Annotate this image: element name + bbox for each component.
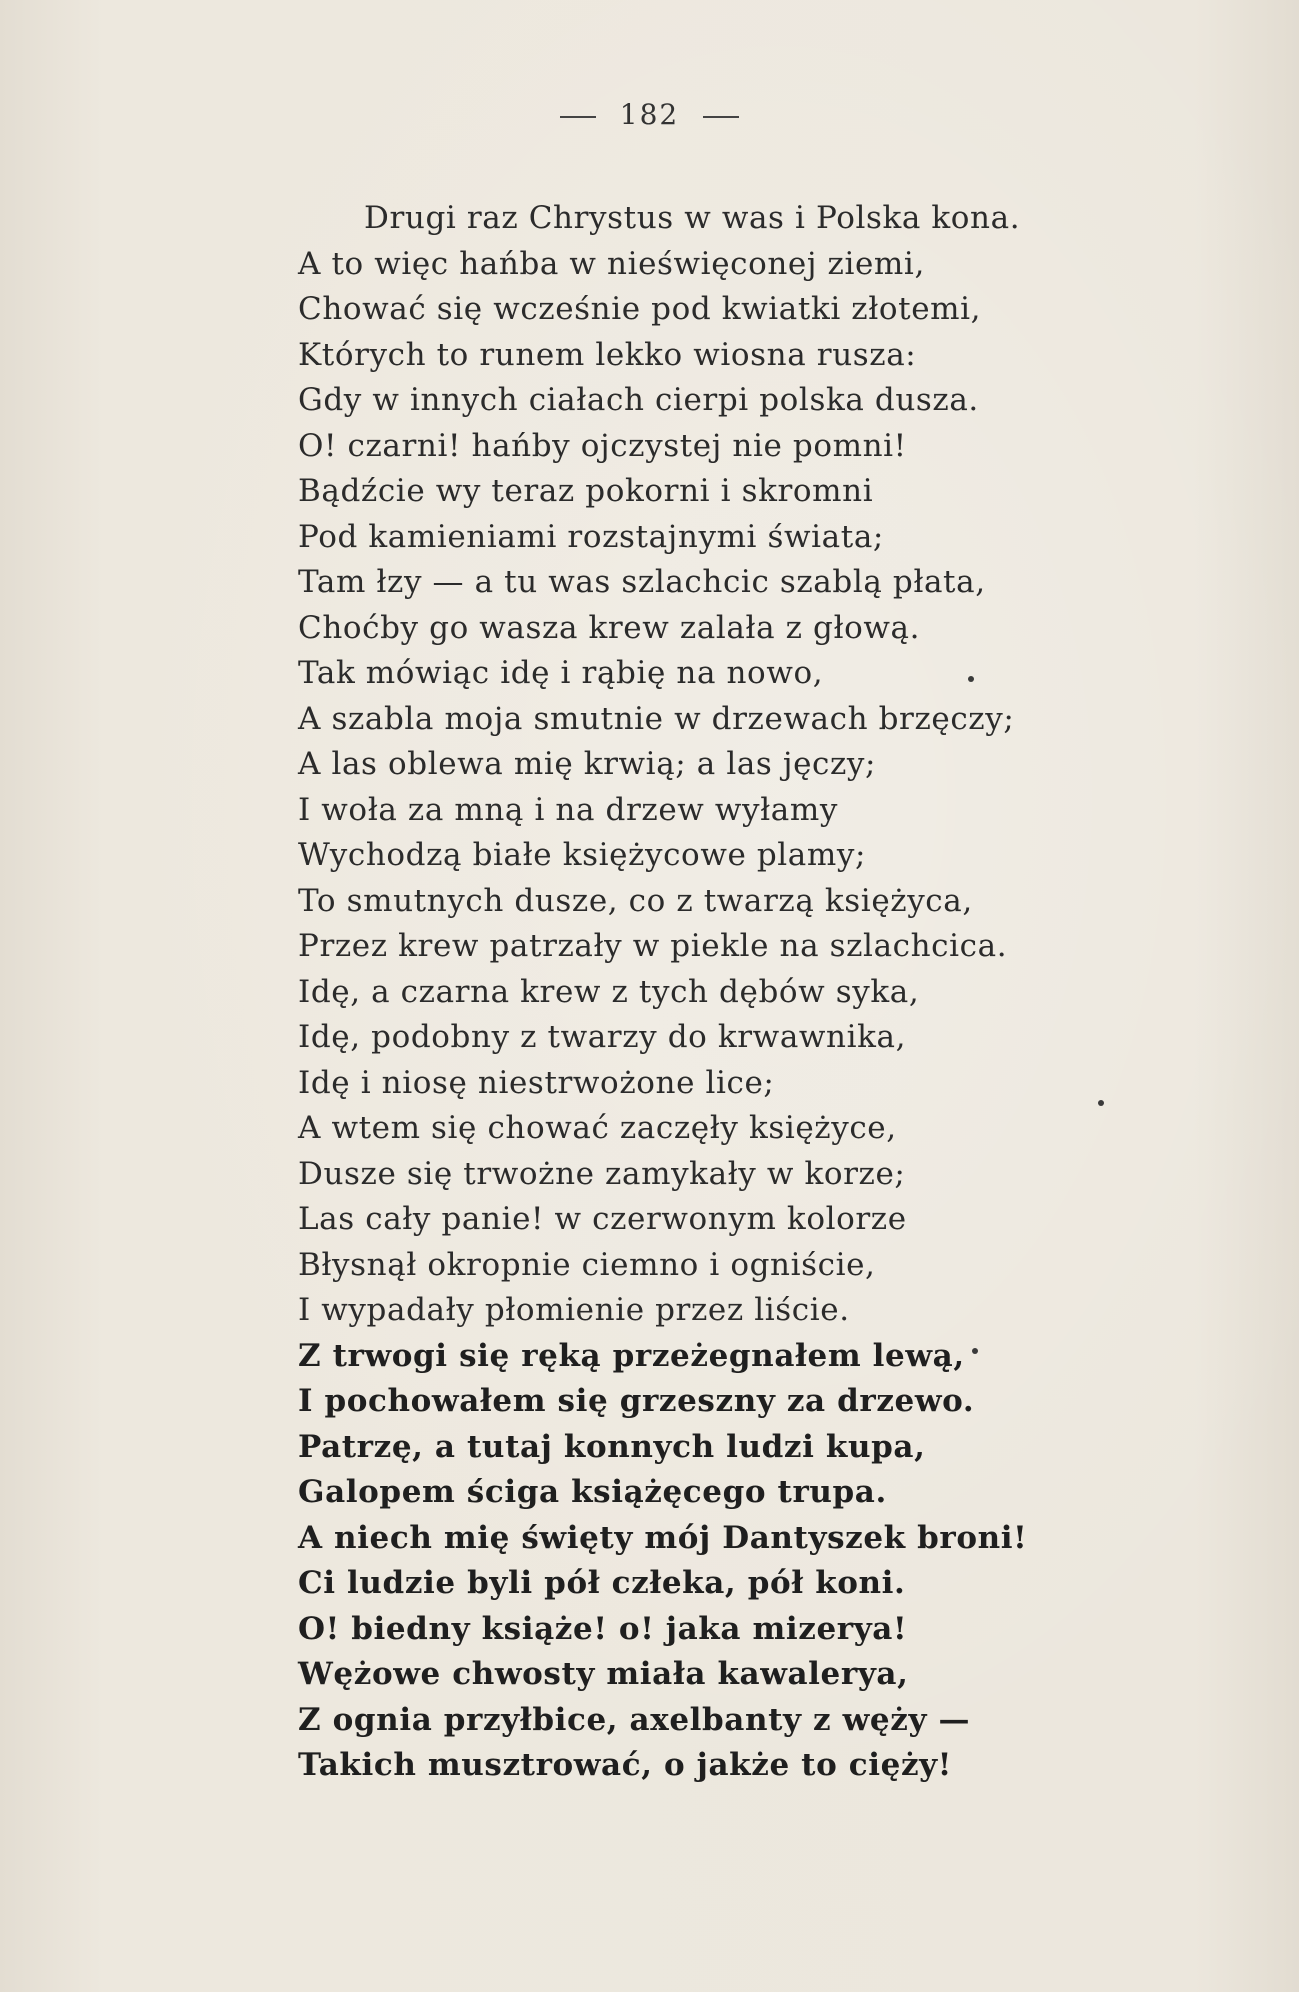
poem-line: Takich musztrować, o jakże to cięży! bbox=[298, 1747, 952, 1783]
poem-line: Ci ludzie byli pół człeka, pół koni. bbox=[298, 1565, 906, 1601]
poem-line: Wężowe chwosty miała kawalerya, bbox=[298, 1656, 909, 1692]
poem-line: Drugi raz Chrystus w was i Polska kona. bbox=[364, 200, 1021, 236]
poem-line: I wypadały płomienie przez liście. bbox=[298, 1292, 850, 1328]
poem-line: Tak mówiąc idę i rąbię na nowo, bbox=[298, 655, 824, 691]
poem-line: Z ognia przyłbice, axelbanty z węży — bbox=[298, 1701, 971, 1738]
poem-line: Przez krew patrzały w piekle na szlachcica. bbox=[298, 928, 1008, 964]
poem-line: Gdy w innych ciałach cierpi polska dusza. bbox=[298, 382, 979, 418]
poem-line: A niech mię święty mój Dantyszek broni! bbox=[298, 1519, 1028, 1556]
poem-line: Z trwogi się ręką przeżegnałem lewą, bbox=[298, 1337, 965, 1374]
poem-line: I pochowałem się grzeszny za drzewo. bbox=[298, 1383, 975, 1419]
poem-line: Pod kamieniami rozstajnymi świata; bbox=[298, 518, 884, 555]
poem-line: A las oblewa mię krwią; a las jęczy; bbox=[298, 746, 877, 782]
poem-line: Idę, podobny z twarzy do krwawnika, bbox=[298, 1019, 907, 1055]
poem-line: Dusze się trwożne zamykały w korze; bbox=[298, 1155, 906, 1192]
page-header bbox=[0, 98, 1299, 131]
poem-line: Idę, a czarna krew z tych dębów syka, bbox=[298, 973, 920, 1010]
print-speck bbox=[968, 676, 974, 682]
poem-line: A to więc hańba w nieświęconej ziemi, bbox=[298, 245, 925, 282]
left-dash bbox=[560, 116, 596, 118]
print-speck bbox=[1098, 1100, 1104, 1106]
poem-line: A szabla moja smutnie w drzewach brzęczy; bbox=[298, 700, 1015, 737]
poem-line: Błysnął okropnie ciemno i ogniście, bbox=[298, 1246, 876, 1283]
poem-line: Których to runem lekko wiosna rusza: bbox=[298, 336, 917, 373]
poem-line: O! biedny książe! o! jaka mizerya! bbox=[298, 1610, 908, 1647]
poem-line: A wtem się chować zaczęły księżyce, bbox=[298, 1110, 897, 1146]
poem-line: Chować się wcześnie pod kwiatki złotemi, bbox=[298, 291, 982, 327]
poem-line: O! czarni! hańby ojczystej nie pomni! bbox=[298, 427, 907, 464]
poem-line: To smutnych dusze, co z twarzą księżyca, bbox=[298, 882, 973, 919]
poem-line: Bądźcie wy teraz pokorni i skromni bbox=[298, 473, 874, 509]
poem-line: Idę i niosę niestrwożone lice; bbox=[298, 1064, 775, 1101]
page-number: 182 bbox=[619, 98, 680, 131]
poem-line: Wychodzą białe księżycowe plamy; bbox=[298, 837, 867, 873]
poem-line: Las cały panie! w czerwonym kolorze bbox=[298, 1201, 907, 1237]
poem-line: Tam łzy — a tu was szlachcic szablą płata, bbox=[298, 564, 986, 600]
poem-line: Choćby go wasza krew zalała z głową. bbox=[298, 609, 921, 646]
print-speck bbox=[972, 1348, 978, 1354]
poem-line: Galopem ściga książęcego trupa. bbox=[298, 1474, 887, 1510]
right-dash bbox=[703, 116, 739, 118]
poem-line: I woła za mną i na drzew wyłamy bbox=[298, 791, 838, 828]
poem-text bbox=[298, 196, 1198, 1789]
poem-line: Patrzę, a tutaj konnych ludzi kupa, bbox=[298, 1428, 926, 1465]
